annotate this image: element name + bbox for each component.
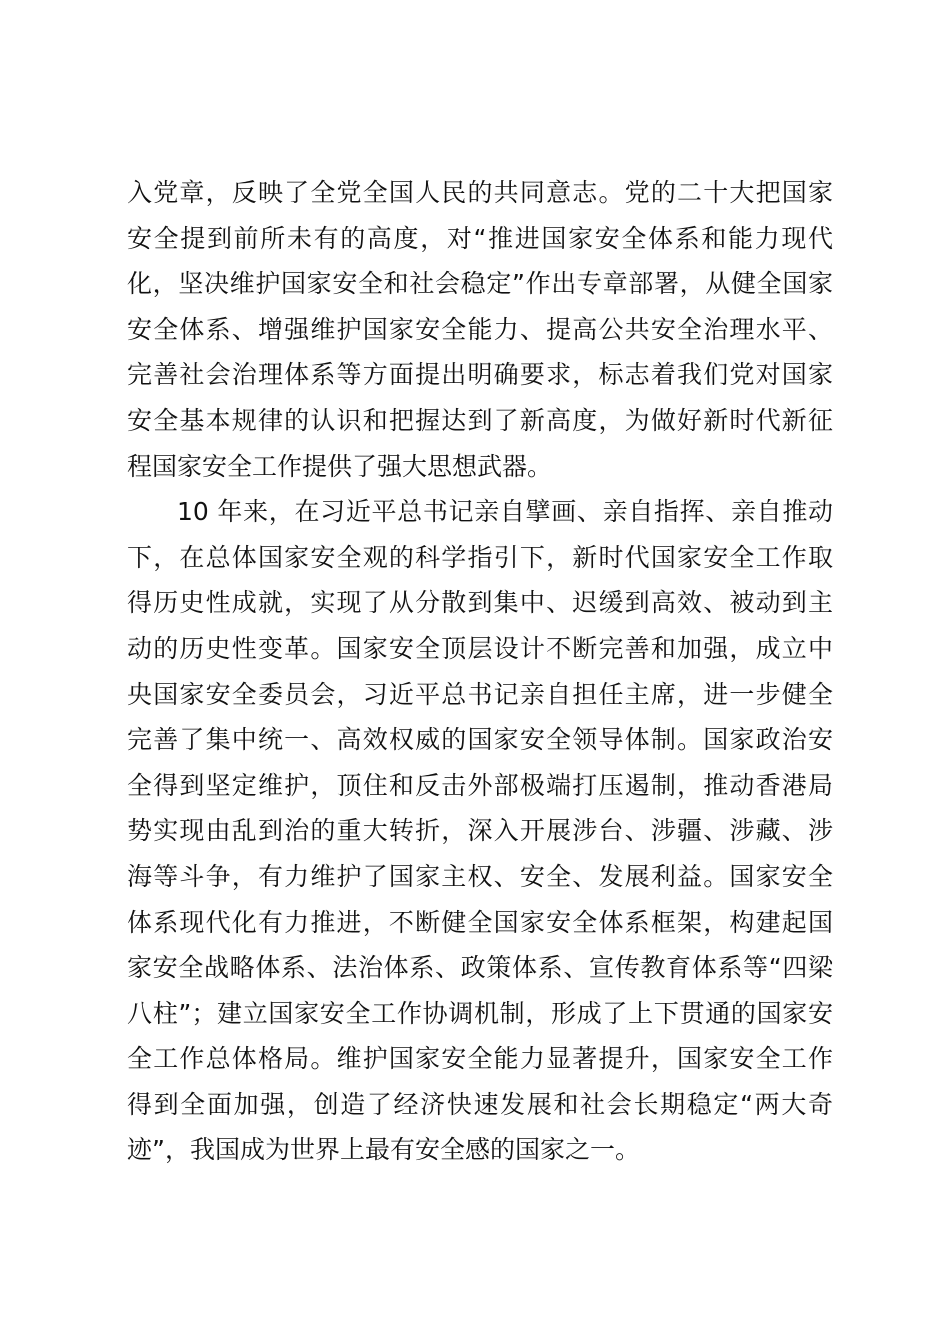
document-body <box>127 170 833 1173</box>
paragraph-1 <box>127 170 833 489</box>
text-line: 安全提到前所未有的高度，对“推进国家安全体系和能力现代 <box>127 223 833 253</box>
text-line: 家安全战略体系、法治体系、政策体系、宣传教育体系等“四梁 <box>127 953 833 983</box>
text-line: 海等斗争，有力维护了国家主权、安全、发展利益。国家安全 <box>127 861 833 891</box>
text-line: 全得到坚定维护，顶住和反击外部极端打压遏制，推动香港局 <box>127 770 833 800</box>
text-line: 八柱”；建立国家安全工作协调机制，形成了上下贯通的国家安 <box>127 998 833 1028</box>
text-line: 央国家安全委员会，习近平总书记亲自担任主席，进一步健全 <box>127 679 833 709</box>
text-line: 下，在总体国家安全观的科学指引下，新时代国家安全工作取 <box>127 542 833 572</box>
text-line: 迹”，我国成为世界上最有安全感的国家之一。 <box>127 1135 640 1165</box>
text-line: 入党章，反映了全党全国人民的共同意志。党的二十大把国家 <box>127 178 833 207</box>
text-line: 动的历史性变革。国家安全顶层设计不断完善和加强，成立中 <box>127 633 833 663</box>
text-line: 体系现代化有力推进，不断健全国家安全体系框架，构建起国 <box>127 907 833 937</box>
text-line: 得历史性成就，实现了从分散到集中、迟缓到高效、被动到主 <box>127 588 833 618</box>
text-line: 得到全面加强，创造了经济快速发展和社会长期稳定“两大奇 <box>127 1089 833 1119</box>
paragraph-2 <box>127 489 833 1173</box>
text-line: 程国家安全工作提供了强大思想武器。 <box>127 451 553 481</box>
text-line: 化，坚决维护国家安全和社会稳定”作出专章部署，从健全国家 <box>127 269 833 299</box>
text-line: 安全基本规律的认识和把握达到了新高度，为做好新时代新征 <box>127 405 833 435</box>
text-line: 完善社会治理体系等方面提出明确要求，标志着我们党对国家 <box>127 360 833 390</box>
text-line: 10 年来，在习近平总书记亲自擘画、亲自指挥、亲自推动 <box>177 497 833 527</box>
text-line: 势实现由乱到治的重大转折，深入开展涉台、涉疆、涉藏、涉 <box>127 816 833 846</box>
text-line: 完善了集中统一、高效权威的国家安全领导体制。国家政治安 <box>127 725 833 755</box>
text-line: 安全体系、增强维护国家安全能力、提高公共安全治理水平、 <box>127 314 833 344</box>
text-line: 全工作总体格局。维护国家安全能力显著提升，国家安全工作 <box>127 1044 833 1074</box>
